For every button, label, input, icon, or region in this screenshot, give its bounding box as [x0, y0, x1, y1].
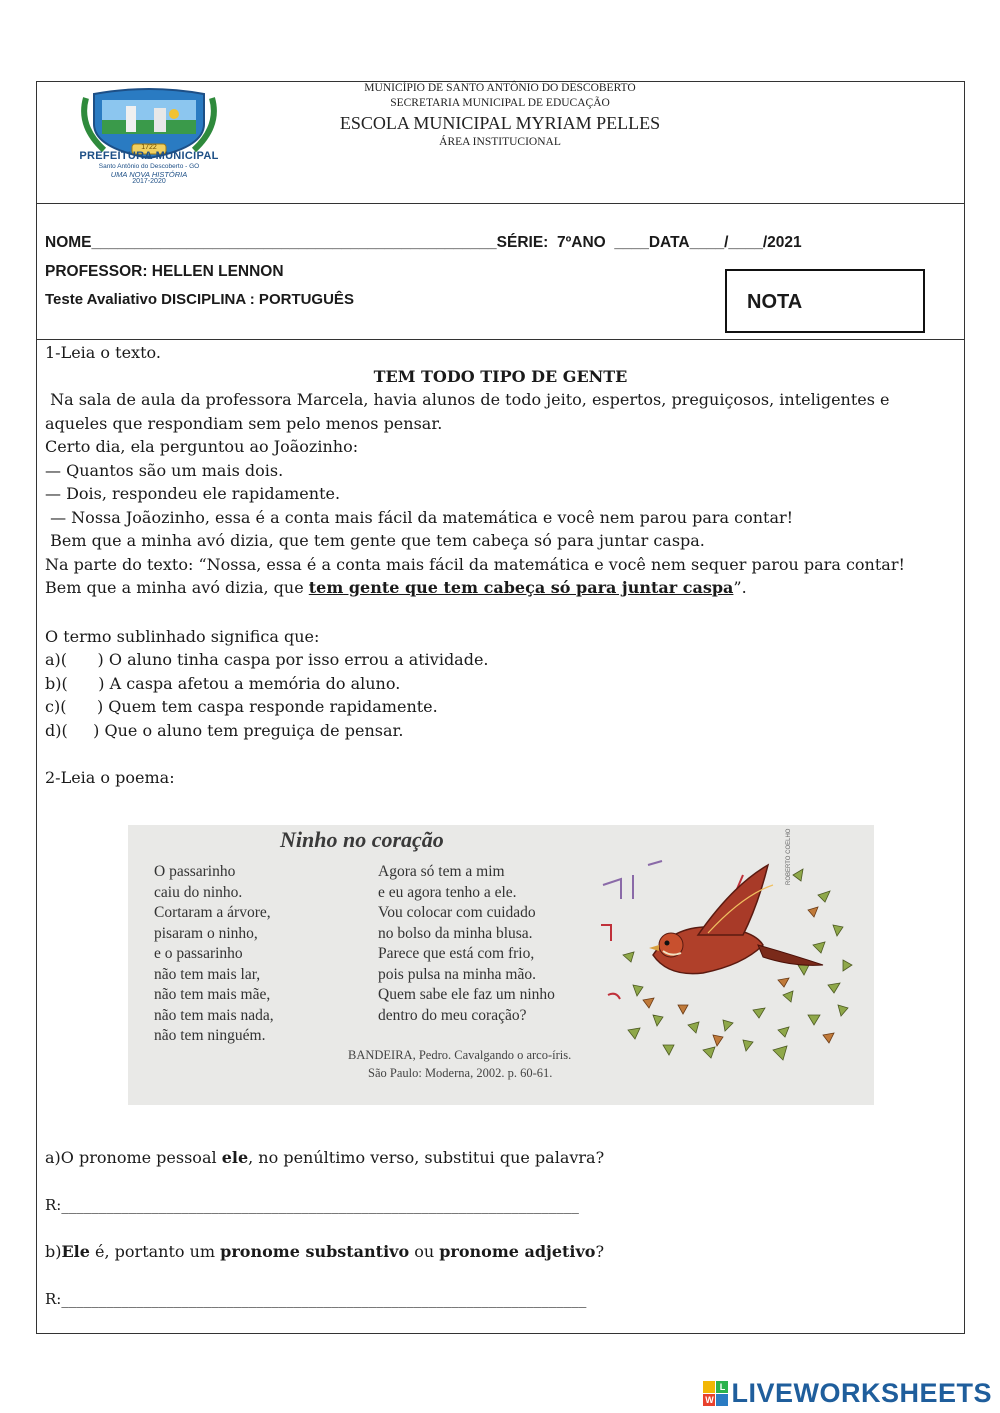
poem-verse: Cortaram a árvore,: [154, 904, 271, 921]
logo-slogan: UMA NOVA HISTÓRIA: [110, 170, 188, 179]
q1-line: — Nossa Joãozinho, essa é a conta mais fácil da matemática e você nem parou para contar!: [45, 507, 794, 527]
poem-stanza-1: [154, 862, 274, 1047]
q2b-suffix: ?: [595, 1242, 605, 1261]
disciplina-label: Teste Avaliativo DISCIPLINA : PORTUGUÊS: [45, 291, 354, 308]
poem-verse: não tem ninguém.: [154, 1027, 266, 1044]
data-day-field[interactable]: ____: [689, 234, 725, 251]
q1-line: Na parte do texto: “Nossa, essa é a conta mais fácil da matemática e você nem sequer parou para contar!: [45, 554, 905, 574]
poem-verse: pisaram o ninho,: [154, 924, 258, 942]
nome-label: NOME: [45, 234, 92, 251]
option-b[interactable]: b)( ) A caspa afetou a memória do aluno.: [45, 673, 401, 693]
poem-verse: não tem mais nada,: [154, 1006, 274, 1024]
q2-intro: 2-Leia o poema:: [45, 768, 175, 787]
quote-prefix: Bem que a minha avó dizia, que: [45, 578, 309, 597]
lw-cube-w: W: [705, 1394, 714, 1405]
data-month-field[interactable]: ____: [728, 234, 763, 251]
nota-box[interactable]: [725, 269, 925, 333]
poem-verse: não tem mais lar,: [154, 965, 261, 983]
logo-years: 2017-2020: [132, 178, 166, 185]
q1-quote-line: [45, 576, 960, 600]
poem-verse: e eu agora tenho a ele.: [378, 883, 517, 901]
poem-citation-2: São Paulo: Moderna, 2002. p. 60-61.: [368, 1066, 553, 1080]
nota-label: NOTA: [747, 291, 803, 313]
q1-title: TEM TODO TIPO DE GENTE: [373, 367, 628, 386]
poem-citation-1: BANDEIRA, Pedro. Cavalgando o arco-íris.: [348, 1048, 572, 1062]
q1-intro: 1-Leia o texto.: [45, 343, 161, 362]
logo-year: 1722: [141, 144, 157, 151]
poem-verse: O passarinho: [154, 863, 236, 880]
q2b-mid2: ou: [409, 1242, 440, 1261]
form-nome-row: [45, 234, 802, 252]
q2a-suffix: , no penúltimo verso, substitui que palavra?: [248, 1148, 605, 1167]
q1-line: — Quantos são um mais dois.: [45, 460, 284, 480]
header-secretaria: SECRETARIA MUNICIPAL DE EDUCAÇÃO: [390, 97, 610, 109]
header-municipio: MUNICÍPIO DE SANTO ANTÔNIO DO DESCOBERTO: [364, 82, 636, 94]
poem-verse: caiu do ninho.: [154, 883, 243, 901]
q1-text: [45, 388, 960, 600]
option-a[interactable]: a)( ) O aluno tinha caspa por isso errou a atividade.: [45, 650, 489, 669]
poem-stanza-2: [378, 862, 555, 1026]
q2a-question: [45, 1146, 604, 1170]
poem-verse: Parece que está com frio,: [378, 945, 535, 962]
serie-value: 7ºANO: [556, 234, 606, 251]
q2b-bold1: Ele: [61, 1242, 90, 1261]
logo-title: PREFEITURA MUNICIPAL: [79, 150, 219, 162]
prefeitura-logo: [64, 86, 234, 186]
q2b-prefix: b): [45, 1242, 62, 1261]
q1-options: [45, 648, 489, 742]
poem-verse: Vou colocar com cuidado: [378, 904, 536, 921]
q2b-question: [45, 1240, 604, 1264]
liveworksheets-logo[interactable]: [703, 1378, 992, 1408]
poem-verse: não tem mais mãe,: [154, 986, 271, 1003]
logo-subtitle: Santo Antônio do Descoberto - GO: [98, 163, 200, 170]
poem-title: Ninho no coração: [280, 827, 444, 852]
header-area: ÁREA INSTITUCIONAL: [439, 136, 561, 148]
q1-line: Na sala de aula da professora Marcela, havia alunos de todo jeito, espertos, preguiçosos, inteligentes e: [45, 390, 890, 409]
lw-cube-l: L: [716, 1381, 728, 1393]
q1-line: Certo dia, ela perguntou ao Joãozinho:: [45, 437, 359, 456]
poem-verse: e o passarinho: [154, 945, 243, 962]
q2b-bold2: pronome substantivo: [220, 1242, 410, 1261]
poem-verse: no bolso da minha blusa.: [378, 924, 533, 942]
lw-cubes-icon: [703, 1381, 728, 1406]
poem-verse: Quem sabe ele faz um ninho: [378, 986, 555, 1003]
option-c[interactable]: c)( ) Quem tem caspa responde rapidamente.: [45, 697, 438, 716]
illustrator-credit: ROBERTO COELHO: [786, 828, 792, 885]
q1-question: O termo sublinhado significa que:: [45, 627, 320, 646]
lw-logo-text: LIVEWORKSHEETS: [731, 1377, 992, 1408]
q2b-answer-field[interactable]: R:______________________________________________________________________: [45, 1290, 587, 1308]
option-d[interactable]: d)( ) Que o aluno tem preguiça de pensar.: [45, 720, 404, 740]
q1-line: Bem que a minha avó dizia, que tem gente que tem cabeça só para juntar caspa.: [45, 531, 705, 550]
serie-field[interactable]: ____: [614, 234, 649, 251]
bird-illustration: [593, 845, 863, 1085]
nome-field[interactable]: _______________________________________________: [91, 234, 497, 251]
q2b-mid: é, portanto um: [89, 1242, 221, 1261]
q2a-prefix: a)O pronome pessoal: [45, 1148, 222, 1167]
q2a-answer-field[interactable]: R:_____________________________________________________________________: [45, 1196, 579, 1214]
header-escola: ESCOLA MUNICIPAL MYRIAM PELLES: [339, 113, 661, 133]
poem-verse: pois pulsa na minha mão.: [378, 965, 536, 983]
poem-verse: Agora só tem a mim: [378, 863, 505, 880]
professor-label: PROFESSOR: HELLEN LENNON: [45, 263, 284, 280]
q1-line: — Dois, respondeu ele rapidamente.: [45, 484, 341, 503]
poem-verse: dentro do meu coração?: [378, 1006, 527, 1024]
data-separator: /: [724, 234, 729, 251]
q2b-bold3: pronome adjetivo: [439, 1242, 596, 1261]
data-year: /2021: [762, 234, 802, 251]
data-label: DATA: [648, 234, 690, 251]
quote-underlined: tem gente que tem cabeça só para juntar caspa: [308, 578, 734, 597]
quote-suffix: ”.: [733, 578, 747, 597]
serie-label: SÉRIE:: [496, 234, 549, 251]
poem-image: [128, 825, 874, 1105]
q1-line: aqueles que respondiam sem pelo menos pensar.: [45, 413, 443, 433]
q2a-bold: ele: [221, 1148, 249, 1167]
